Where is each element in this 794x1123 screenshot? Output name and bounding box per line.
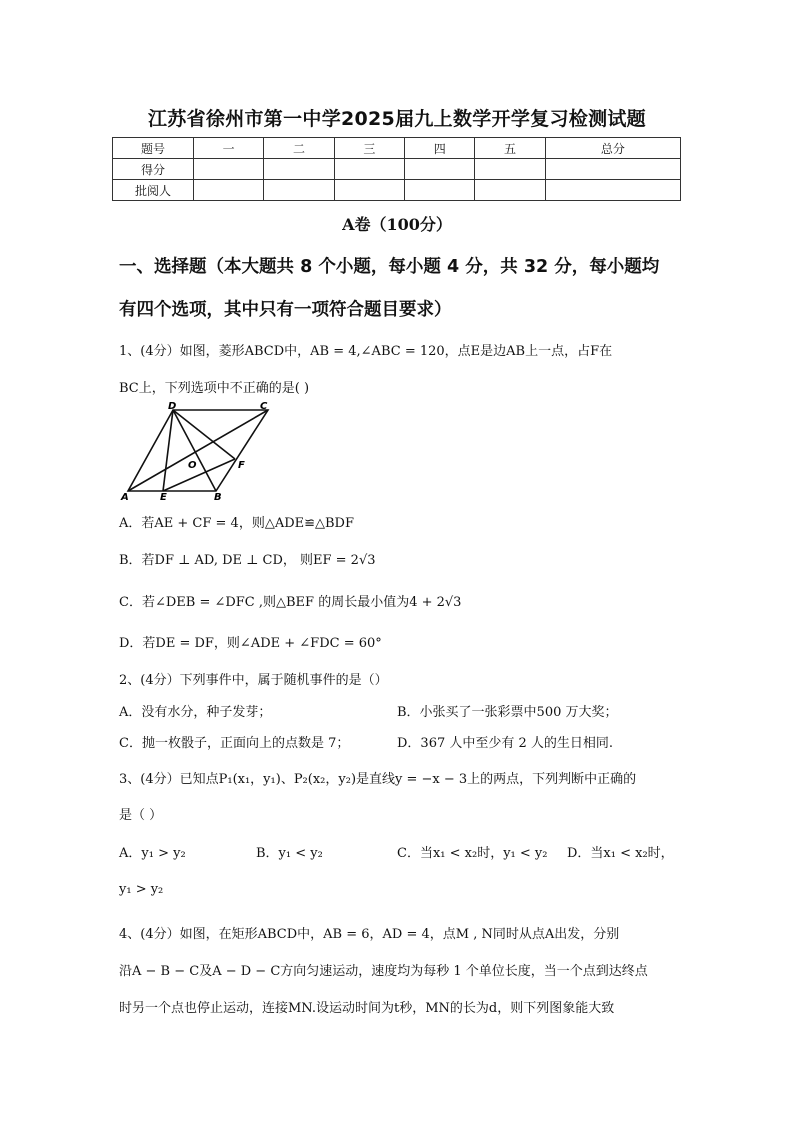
q4-stem-line3: 时另一个点也停止运动，连接MN.设运动时间为t秒，MN的长为d，则下列图象能大致: [119, 1001, 615, 1016]
score-cell[interactable]: [194, 180, 264, 201]
score-cell[interactable]: [194, 159, 264, 180]
score-cell[interactable]: [334, 180, 404, 201]
label-e: E: [160, 492, 167, 502]
score-header-cell: 四: [405, 138, 475, 159]
q1-option-a[interactable]: A．若AE + CF = 4，则△ADE≌△BDF: [119, 516, 355, 531]
volume-heading: A卷（100分）: [342, 215, 452, 234]
segment-de: [163, 410, 173, 491]
exam-title: 江苏省徐州市第一中学2025届九上数学开学复习检测试题: [148, 108, 646, 130]
score-cell[interactable]: [405, 159, 475, 180]
label-o: O: [188, 460, 197, 471]
label-f: F: [238, 460, 245, 471]
q2-options-row2: [119, 732, 684, 751]
section-heading-line2: 有四个选项，其中只有一项符合题目要求）: [119, 300, 452, 320]
score-cell[interactable]: [405, 180, 475, 201]
score-header-cell: 二: [264, 138, 334, 159]
score-row-label: 得分: [113, 159, 194, 180]
diagonal-db: [173, 410, 216, 491]
q3-stem-line1: 3、(4分）已知点P₁(x₁，y₁)、P₂(x₂，y₂)是直线y = −x − 3上的两点，下列判断中正确的: [119, 772, 637, 787]
diagonal-ac: [128, 410, 268, 491]
q2-stem: 2、(4分）下列事件中，属于随机事件的是（）: [119, 673, 388, 688]
score-cell[interactable]: [475, 159, 545, 180]
q2-options-row1: [119, 701, 684, 720]
q2-option-b[interactable]: B．小张买了一张彩票中500 万大奖；: [397, 705, 618, 720]
score-cell[interactable]: [264, 159, 334, 180]
q1-stem-line1: 1、(4分）如图，菱形ABCD中，AB = 4,∠ABC = 120，点E是边AB上一点，占F在: [119, 344, 613, 359]
score-cell[interactable]: [475, 180, 545, 201]
q1-option-d[interactable]: D．若DE = DF，则∠ADE + ∠FDC = 60°: [119, 636, 382, 651]
score-cell[interactable]: [264, 180, 334, 201]
score-header-cell: 三: [334, 138, 404, 159]
rhombus-figure: [118, 402, 290, 502]
q3-option-d-continued: y₁ > y₂: [119, 882, 164, 897]
score-table-row: [113, 180, 681, 201]
score-cell[interactable]: [545, 159, 680, 180]
score-row-label: 批阅人: [113, 180, 194, 201]
score-cell[interactable]: [545, 180, 680, 201]
label-a: A: [121, 492, 129, 502]
score-table-header-row: [113, 138, 681, 159]
label-b: B: [214, 492, 222, 502]
section-heading-line1: 一、选择题（本大题共 8 个小题，每小题 4 分，共 32 分，每小题均: [119, 257, 660, 277]
score-header-cell: 五: [475, 138, 545, 159]
q1-option-c[interactable]: C．若∠DEB = ∠DFC ,则△BEF 的周长最小值为4 + 2√3: [119, 595, 462, 610]
q2-option-c[interactable]: C．抛一枚骰子，正面向上的点数是 7；: [119, 736, 350, 751]
q3-stem-line2: 是（ ）: [119, 808, 163, 823]
label-c: C: [260, 402, 268, 412]
score-table: [112, 137, 681, 201]
q3-option-d[interactable]: D．当x₁ < x₂时，: [567, 846, 674, 861]
label-d: D: [168, 402, 177, 412]
score-cell[interactable]: [334, 159, 404, 180]
score-header-cell: 题号: [113, 138, 194, 159]
score-header-cell: 一: [194, 138, 264, 159]
score-table-row: [113, 159, 681, 180]
q4-stem-line1: 4、(4分）如图，在矩形ABCD中，AB = 6，AD = 4，点M , N同时从点A出发，分别: [119, 927, 620, 942]
q1-stem-line2: BC上，下列选项中不正确的是( ): [119, 381, 310, 396]
q4-stem-line2: 沿A − B − C及A − D − C方向匀速运动，速度均为每秒 1 个单位长度，当一个点到达终点: [119, 964, 648, 979]
score-header-cell: 总分: [545, 138, 680, 159]
q2-option-a[interactable]: A．没有水分，种子发芽；: [119, 705, 272, 720]
q3-option-c[interactable]: C．当x₁ < x₂时，y₁ < y₂: [397, 846, 548, 861]
q1-option-b[interactable]: B．若DF ⊥ AD, DE ⊥ CD， 则EF = 2√3: [119, 553, 376, 568]
q3-options-row: [119, 842, 684, 861]
q3-option-a[interactable]: A．y₁ > y₂: [119, 846, 186, 861]
q2-option-d[interactable]: D．367 人中至少有 2 人的生日相同.: [397, 736, 614, 751]
q3-option-b[interactable]: B．y₁ < y₂: [256, 846, 323, 861]
